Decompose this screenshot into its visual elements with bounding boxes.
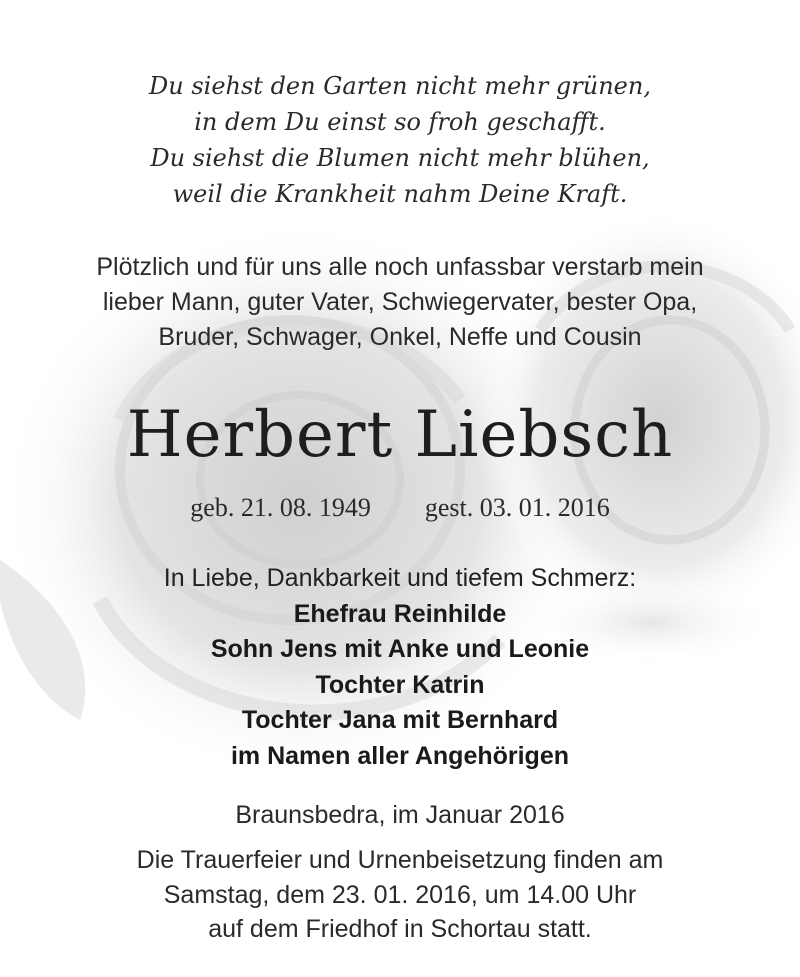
mourner-entry: Ehefrau Reinhilde <box>293 599 507 628</box>
intro-line: Bruder, Schwager, Onkel, Neffe und Cousin <box>158 323 642 351</box>
poem-line: weil die Krankheit nahm Deine Kraft. <box>172 180 628 208</box>
funeral-line: Die Trauerfeier und Urnenbeisetzung finden am <box>136 846 664 874</box>
mourner-entry: Tochter Jana mit Bernhard <box>241 706 559 734</box>
birth-date: geb. 21. 08. 1949 <box>190 493 371 522</box>
funeral-details <box>0 843 800 947</box>
life-dates <box>0 490 800 526</box>
mourner-entry: Tochter Katrin <box>315 670 485 699</box>
poem-line: in dem Du einst so froh geschafft. <box>194 108 606 136</box>
intro-line: lieber Mann, guter Vater, Schwiegervater, bester Opa, <box>102 288 698 316</box>
mourner-entry: im Namen aller Angehörigen <box>230 741 570 770</box>
death-date: gest. 03. 01. 2016 <box>424 493 610 522</box>
poem <box>0 68 800 212</box>
poem-line: Du siehst den Garten nicht mehr grünen, <box>149 72 651 100</box>
funeral-line: auf dem Friedhof in Schortau statt. <box>208 915 592 943</box>
mourners-section <box>0 561 800 774</box>
deceased-name: Herbert Liebsch <box>126 398 674 472</box>
mourners-heading: In Liebe, Dankbarkeit und tiefem Schmerz: <box>163 564 637 592</box>
place-and-date: Braunsbedra, im Januar 2016 <box>235 801 565 829</box>
funeral-line: Samstag, dem 23. 01. 2016, um 14.00 Uhr <box>163 880 637 909</box>
intro-text <box>0 250 800 355</box>
poem-line: Du siehst die Blumen nicht mehr blühen, <box>150 144 650 172</box>
mourner-entry: Sohn Jens mit Anke und Leonie <box>210 635 590 663</box>
intro-line: Plötzlich und für uns alle noch unfassbar verstarb mein <box>96 253 704 281</box>
